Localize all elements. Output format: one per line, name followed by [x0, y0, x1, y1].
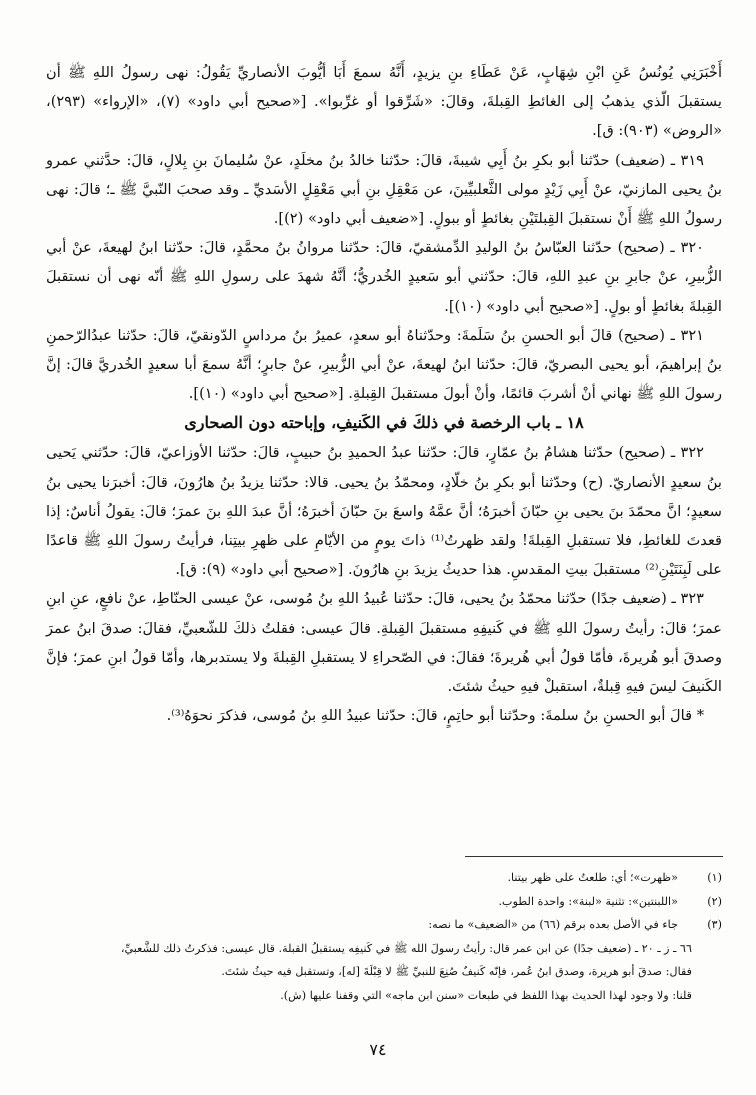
footnote-2 — [46, 890, 722, 914]
footnote-1 — [46, 866, 722, 890]
footnote-text: جاء في الأصل بعده برقم (٦٦) من «الضعيف» ما نصه: — [428, 918, 678, 931]
chapter-heading: ١٨ ـ باب الرخصة في ذلكَ في الكَنيفِ، وإباحته دون الصحارى — [184, 413, 584, 433]
footnote-text: «ظهرت»؛ أي: طلعتُ على ظهر بيتنا. — [507, 871, 678, 884]
footnote-3-continuation: فقال: صدقَ أبو هريرة، وصدق ابنُ عُمر، فإنّه كَنيفٌ صُنِعَ للنبيِّ ﷺ لا قِبْلَةَ [له]، وتستقبل فيه حيثُ شئتَ. — [221, 965, 692, 978]
footnote-3-quoted-hadith: ٦٦ ـ ز ـ ٢٠ ـ (ضعيف جدًا) عن ابن عمر قال: رأيتُ رسولَ الله ﷺ في كَنيفِه يستقبلُ القبلة. قال عيسى: فذكرتُ ذلك للشَّعبيِّ، — [120, 941, 692, 955]
hadith-320: ٣٢٠ ـ (صحيح) حدّثنا العبّاسُ بنُ الوليدِ الدِّمشقيّ، قالَ: حدّثنا مروانُ بنُ محمَّدٍ، قالَ: حدّثنا ابنُ لهيعةَ، عنْ أبي الزُّبيرِ، عنْ جابرِ بنِ عبدِ اللهِ، قالَ: حدّثني أبو سَعيدٍ الخُدريُّ؛ أنَّهُ شهدَ على رسولِ اللهِ ﷺ أنّه نهى أن نستقبلَ القِبلةَ بغائطٍ أو بولٍ. [«صحيح أبي داود» (١٠)]. — [46, 239, 722, 315]
footnotes — [46, 866, 722, 1007]
footnote-number: (١) — [707, 871, 722, 884]
footnote-3-editor-note: قلنا: ولا وجود لهذا الحديث بهذا اللفظ في طبعات «سنن ابن ماجه» التي وقفنا عليها (ش). — [280, 988, 692, 1002]
footnote-number: (٢) — [707, 894, 722, 908]
footnote-3 — [46, 913, 722, 937]
main-text — [46, 58, 722, 730]
hadith-322: ٣٢٢ ـ (صحيح) حدّثنا هشامُ بنُ عمّارٍ، قالَ: حدّثنا عبدُ الحميدِ بنُ حبيبٍ، قالَ: حدّثنا الأوزاعيّ، قالَ: حدّثني يَحيى بنُ سعيدٍ الأنصاريّ. (ح) وحدّثنا أبو بكرِ بنُ خلّادٍ، ومحمّدُ بنُ يحيى. قالا: حدّثنا يزيدُ بنُ هارُونَ، قالَ: أخبرَنا يحيى بنُ سعيدٍ؛ انَّ محمّدَ بنَ يحيى بنِ حبّانَ أخبرَهُ؛ أنَّ عمَّهُ واسعَ بنَ حبّانَ أخبرَهُ؛ أنَّ عبدَ اللهِ بنَ عمرَ؛ قالَ: يقولُ أناسٌ: إذا قعدتَ للغائطِ، فلا تستقبلِ القِبلةَ! ولقد ظهرتُ⁽¹⁾ ذاتَ يومٍ من الأيّامِ على ظهرِ بيتِنا، فرأيتُ رسولَ اللهِ ﷺ قاعدًا على لَبِنَتَيْنِ⁽²⁾ مستقبلَ بيتِ المقدسِ. هذا حديثُ يزيدَ بنِ هارُونَ. [«صحيح أبي داود» (٩): ق]. — [46, 444, 722, 579]
continued-hadith-paragraph: أَخْبَرَنِي يُونُسُ عَنِ ابْنِ شِهَابٍ، عَنْ عَطَاءِ بنِ يزيدٍ، أَنَّهُ سمعَ أَبَا أيُّوبَ الأنصاريِّ يَقُولُ: نهى رسولُ اللهِ ﷺ أن يستقبلَ الّذي يذهبُ إلى الغائطِ القِبلةَ، وقالَ: «شَرِّقوا أو غرِّبوا». [«صحيح أبي داود» (٧)، «الإرواء» (٢٩٣)، «الروض» (٩٠٣): ق]. — [46, 64, 722, 140]
page-number: ٧٤ — [369, 1040, 387, 1059]
chain-note: * قالَ أبو الحسنِ بنُ سلمةَ: وحدّثنا أبو حاتِمٍ، قالَ: حدّثنا عبيدُ اللهِ بنُ مُوسى، فذكرَ نحوَهُ⁽³⁾. — [166, 707, 704, 725]
hadith-323: ٣٢٣ ـ (ضعيف جدًا) حدّثنا محمّدُ بنُ يحيى، قالَ: حدّثنا عُبيدُ اللهِ بنُ مُوسى، عنْ عيسى الحنّاطِ، عنْ نافعٍ، عنِ ابنِ عمرَ؛ قالَ: رأيتُ رسولَ اللهِ ﷺ في كَنيفِهِ مستقبلَ القِبلةِ. قالَ عيسى: فقلتُ ذلكَ للشّعبيِّ، فقالَ: صدقَ ابنُ عمرَ وصدقَ أبو هُريرةَ، فأمّا قولُ أبي هُريرةَ؛ فقالَ: في الصّحراءِ لا يستقبلِ القِبلةَ ولا يستدبرها، وأمّا قولُ ابنِ عمرَ؛ فإنَّ الكَنيفَ ليسَ فيهِ قِبلةٌ، استقبلْ فيهِ حيثُ شئتَ. — [46, 590, 722, 696]
hadith-319: ٣١٩ ـ (ضعيف) حدّثنا أبو بكرِ بنُ أَبِي شيبةَ، قالَ: حدّثنا خالدُ بنُ مخلَدٍ، عنْ سُليمانَ بنِ بِلالٍ، قالَ: حدَّثني عمرو بنُ يحيى المازنيّ، عنْ أَبِي زَيْدٍ مولى الثَّعلبيِّينَ، عن مَعْقِلِ بنِ أبي مَعْقِلٍ الأسَديِّ ـ وقد صحبَ النّبيَّ ﷺ ـ؛ قالَ: نهى رسولُ اللهِ ﷺ أَنْ نستقبلَ القِبلتَيْنِ بغائطٍ أو ببولٍ. [«ضعيف أبي داود» (٢)]. — [46, 151, 722, 228]
footnote-divider — [465, 856, 723, 857]
footnote-text: «اللبنتين»: تثنية «لبنة»: واحدة الطوب. — [498, 894, 678, 908]
footnote-number: (٣) — [707, 918, 722, 931]
hadith-321: ٣٢١ ـ (صحيح) قالَ أبو الحسنِ بنُ سَلَمةَ: وحدّثناهُ أبو سعدٍ، عميرُ بنُ مرداسٍ الدّونقيّ، قالَ: حدّثنا عبدُالرّحمنِ بنُ إبراهيمَ، أبو يحيى البصريّ، قالَ: حدّثنا ابنُ لهيعةَ، عنْ أبي الزُّبيرِ، عنْ جابرٍ؛ أنَّهُ سمعَ أبا سعيدٍ الخُدريَّ قالَ: إنَّ رسولَ اللهِ ﷺ نهاني أنْ أشربَ قائمًا، وأنْ أبولَ مستقبلَ القِبلةِ. [«صحيح أبي داود» (١٠)]. — [46, 326, 722, 403]
